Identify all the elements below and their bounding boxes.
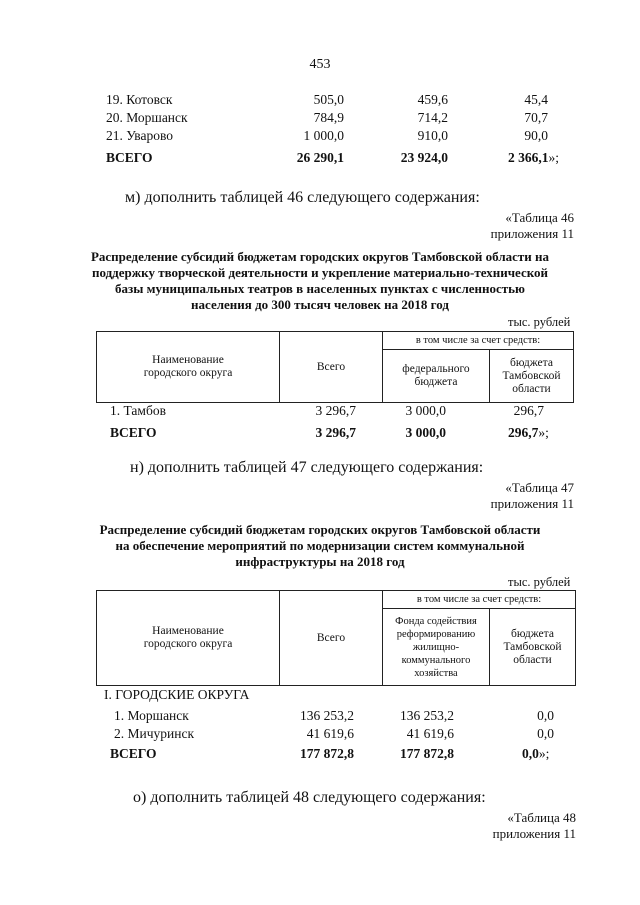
table-row: 1. Моршанск 136 253,2 136 253,2 0,0 (114, 708, 554, 723)
header-regional: бюджета Тамбовской области (490, 350, 574, 403)
total-row: ВСЕГО 26 290,1 23 924,0 2 366,1»; (106, 150, 560, 165)
table-row: 2. Мичуринск 41 619,6 41 619,6 0,0 (114, 726, 554, 741)
section-n-table-header (96, 590, 576, 686)
header-name: Наименование городского округа (97, 591, 280, 686)
section-m-caption: «Таблица 46 приложения 11 (490, 210, 574, 241)
total-row: ВСЕГО 177 872,8 177 872,8 0,0»; (110, 746, 550, 761)
section-m-table-header (96, 331, 574, 403)
table-row: 21. Уварово 1 000,0 910,0 90,0 (106, 128, 548, 143)
table-row: 19. Котовск 505,0 459,6 45,4 (106, 92, 548, 107)
header-including: в том числе за счет средств: (383, 591, 576, 609)
table-row: 20. Моршанск 784,9 714,2 70,7 (106, 110, 548, 125)
section-n-title: Распределение субсидий бюджетам городских округов Тамбовской области на обеспечение мероприятий по модернизации систем коммунальной инфраструктуры на 2018 год (99, 522, 541, 569)
header-fund: Фонда содействия реформированию жилищно- коммунального хозяйства (383, 609, 490, 686)
group-row: I. ГОРОДСКИЕ ОКРУГА (104, 687, 250, 702)
section-m-text: м) дополнить таблицей 46 следующего содержания: (125, 189, 480, 206)
header-total: Всего (280, 591, 383, 686)
section-m-units: тыс. рублей (508, 315, 571, 329)
table-row: 1. Тамбов 3 296,7 3 000,0 296,7 (110, 403, 544, 418)
header-name: Наименование городского округа (97, 332, 280, 403)
header-total: Всего (280, 332, 383, 403)
section-n-text: н) дополнить таблицей 47 следующего содержания: (130, 459, 484, 476)
page-number: 453 (309, 57, 331, 72)
section-n-caption: «Таблица 47 приложения 11 (490, 480, 574, 511)
section-o-caption: «Таблица 48 приложения 11 (492, 810, 576, 841)
header-federal: федерального бюджета (383, 350, 490, 403)
header-regional: бюджета Тамбовской области (490, 609, 576, 686)
section-m-title: Распределение субсидий бюджетам городских округов Тамбовской области на поддержку творческой деятельности и укрепление материально-технической базы муниципальных театров в населенных пунктах с численностью населения до 300 тысяч человек на 2018 год (90, 249, 550, 312)
section-n-units: тыс. рублей (508, 575, 571, 589)
section-o-text: о) дополнить таблицей 48 следующего содержания: (133, 789, 486, 806)
header-including: в том числе за счет средств: (383, 332, 574, 350)
total-row: ВСЕГО 3 296,7 3 000,0 296,7»; (110, 425, 549, 440)
